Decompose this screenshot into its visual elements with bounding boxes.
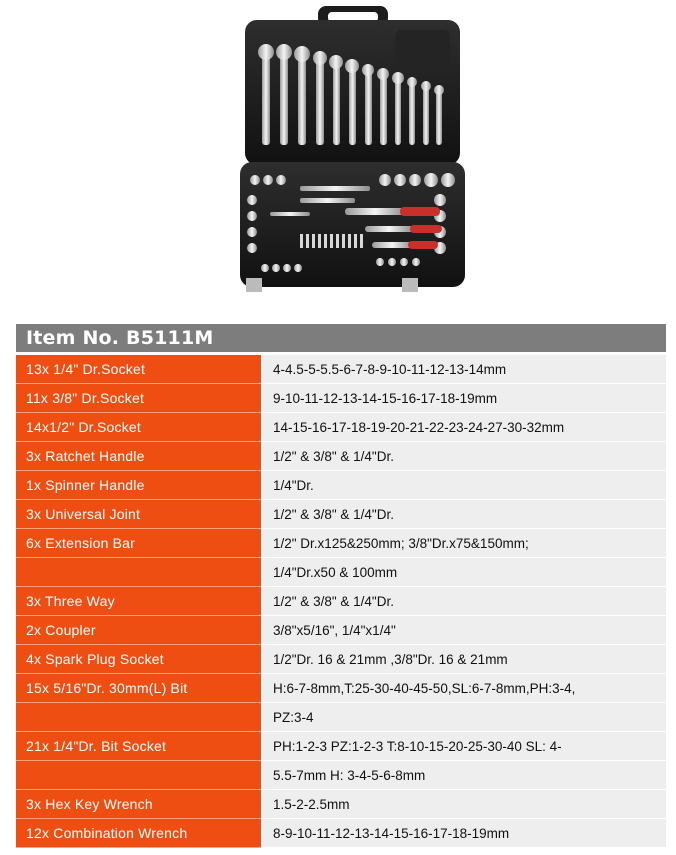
table-row — [16, 732, 666, 761]
table-row — [16, 790, 666, 819]
component-name: 15x 5/16"Dr. 30mm(L) Bit — [16, 674, 261, 703]
table-row — [16, 442, 666, 471]
table-row — [16, 645, 666, 674]
component-name: 3x Universal Joint — [16, 500, 261, 529]
component-spec: 1/4"Dr. — [262, 471, 666, 500]
component-name — [16, 558, 261, 587]
table-row — [16, 587, 666, 616]
table-row — [16, 674, 666, 703]
component-spec: 1/4"Dr.x50 & 100mm — [262, 558, 666, 587]
component-name: 1x Spinner Handle — [16, 471, 261, 500]
item-number-title: Item No. B5111M — [26, 327, 214, 349]
component-name — [16, 761, 261, 790]
table-row — [16, 384, 666, 413]
table-row — [16, 761, 666, 790]
component-name: 3x Ratchet Handle — [16, 442, 261, 471]
component-spec: 9-10-11-12-13-14-15-16-17-18-19mm — [262, 384, 666, 413]
component-spec: PZ:3-4 — [262, 703, 666, 732]
table-row — [16, 413, 666, 442]
table-row — [16, 355, 666, 384]
component-spec: 1.5-2-2.5mm — [262, 790, 666, 819]
component-spec: H:6-7-8mm,T:25-30-40-45-50,SL:6-7-8mm,PH:3-4, — [262, 674, 666, 703]
tool-case-icon — [0, 0, 676, 318]
component-name: 14x1/2" Dr.Socket — [16, 413, 261, 442]
component-spec: 14-15-16-17-18-19-20-21-22-23-24-27-30-32mm — [262, 413, 666, 442]
table-row — [16, 616, 666, 645]
component-spec: 1/2"Dr. 16 & 21mm ,3/8"Dr. 16 & 21mm — [262, 645, 666, 674]
component-spec: 8-9-10-11-12-13-14-15-16-17-18-19mm — [262, 819, 666, 848]
component-name: 12x Combination Wrench — [16, 819, 261, 848]
component-name: 4x Spark Plug Socket — [16, 645, 261, 674]
component-name: 11x 3/8" Dr.Socket — [16, 384, 261, 413]
table-row — [16, 558, 666, 587]
component-spec: 1/2" & 3/8" & 1/4"Dr. — [262, 500, 666, 529]
table-row — [16, 500, 666, 529]
component-spec: 1/2" & 3/8" & 1/4"Dr. — [262, 442, 666, 471]
component-name: 21x 1/4"Dr. Bit Socket — [16, 732, 261, 761]
component-spec: 4-4.5-5-5.5-6-7-8-9-10-11-12-13-14mm — [262, 355, 666, 384]
table-row — [16, 471, 666, 500]
spec-table — [16, 355, 666, 848]
component-spec: PH:1-2-3 PZ:1-2-3 T:8-10-15-20-25-30-40 SL: 4- — [262, 732, 666, 761]
table-row — [16, 529, 666, 558]
component-name — [16, 703, 261, 732]
component-spec: 3/8"x5/16", 1/4"x1/4" — [262, 616, 666, 645]
table-row — [16, 819, 666, 848]
title-bar — [16, 324, 666, 352]
component-spec: 5.5-7mm H: 3-4-5-6-8mm — [262, 761, 666, 790]
component-name: 13x 1/4" Dr.Socket — [16, 355, 261, 384]
component-name: 3x Hex Key Wrench — [16, 790, 261, 819]
component-name: 6x Extension Bar — [16, 529, 261, 558]
table-row — [16, 703, 666, 732]
component-name: 2x Coupler — [16, 616, 261, 645]
component-spec: 1/2" Dr.x125&250mm; 3/8"Dr.x75&150mm; — [262, 529, 666, 558]
product-photo — [0, 0, 676, 318]
component-spec: 1/2" & 3/8" & 1/4"Dr. — [262, 587, 666, 616]
component-name: 3x Three Way — [16, 587, 261, 616]
